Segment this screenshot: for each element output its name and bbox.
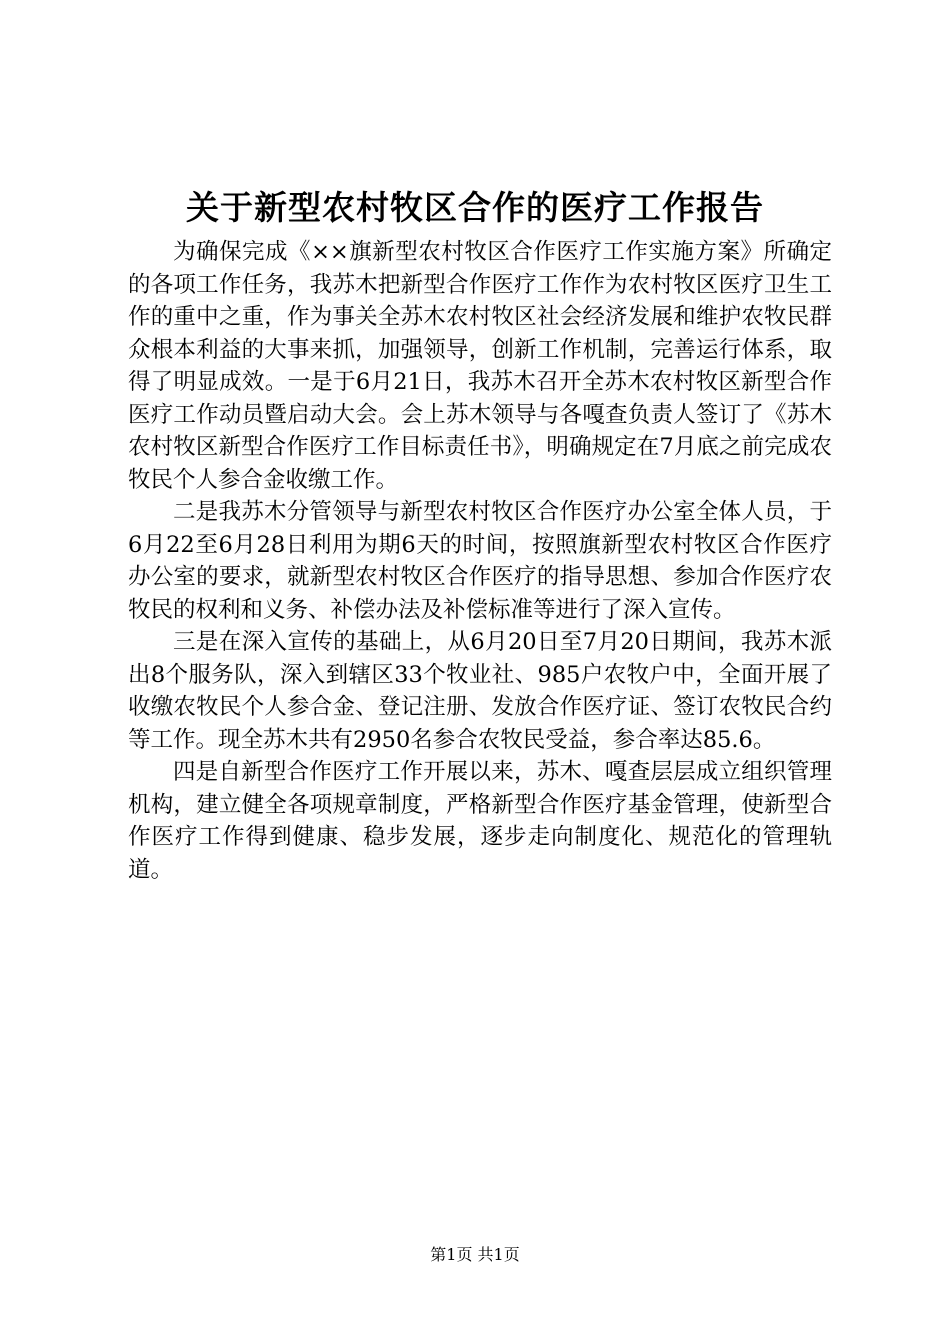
paragraph-2: 二是我苏木分管领导与新型农村牧区合作医疗办公室全体人员，于6月22至6月28日利用为期6天的时间，按照旗新型农村牧区合作医疗办公室的要求，就新型农村牧区合作医疗的指导思想、参加合作医疗农牧民的权利和义务、补偿办法及补偿标准等进行了深入宣传。: [128, 499, 832, 623]
page-footer: 第1页 共1页: [430, 1245, 520, 1264]
paragraph-4: 四是自新型合作医疗工作开展以来，苏木、嘎查层层成立组织管理机构，建立健全各项规章制度，严格新型合作医疗基金管理，使新型合作医疗工作得到健康、稳步发展，逐步走向制度化、规范化的管理轨道。: [128, 759, 832, 883]
paragraph-3: 三是在深入宣传的基础上，从6月20日至7月20日期间，我苏木派出8个服务队，深入到辖区33个牧业社、985户农牧户中，全面开展了收缴农牧民个人参合金、登记注册、发放合作医疗证、签订农牧民合约等工作。现全苏木共有2950名参合农牧民受益，参合率达85.6。: [128, 629, 832, 753]
paragraph-1: 为确保完成《××旗新型农村牧区合作医疗工作实施方案》所确定的各项工作任务，我苏木把新型合作医疗工作作为农村牧区医疗卫生工作的重中之重，作为事关全苏木农村牧区社会经济发展和维护农牧民群众根本利益的大事来抓，加强领导，创新工作机制，完善运行体系，取得了明显成效。一是于6月21日，我苏木召开全苏木农村牧区新型合作医疗工作动员暨启动大会。会上苏木领导与各嘎查负责人签订了《苏木农村牧区新型合作医疗工作目标责任书》，明确规定在7月底之前完成农牧民个人参合金收缴工作。: [128, 239, 832, 493]
document-title: 关于新型农村牧区合作的医疗工作报告: [186, 188, 764, 227]
document-body: [128, 236, 832, 886]
